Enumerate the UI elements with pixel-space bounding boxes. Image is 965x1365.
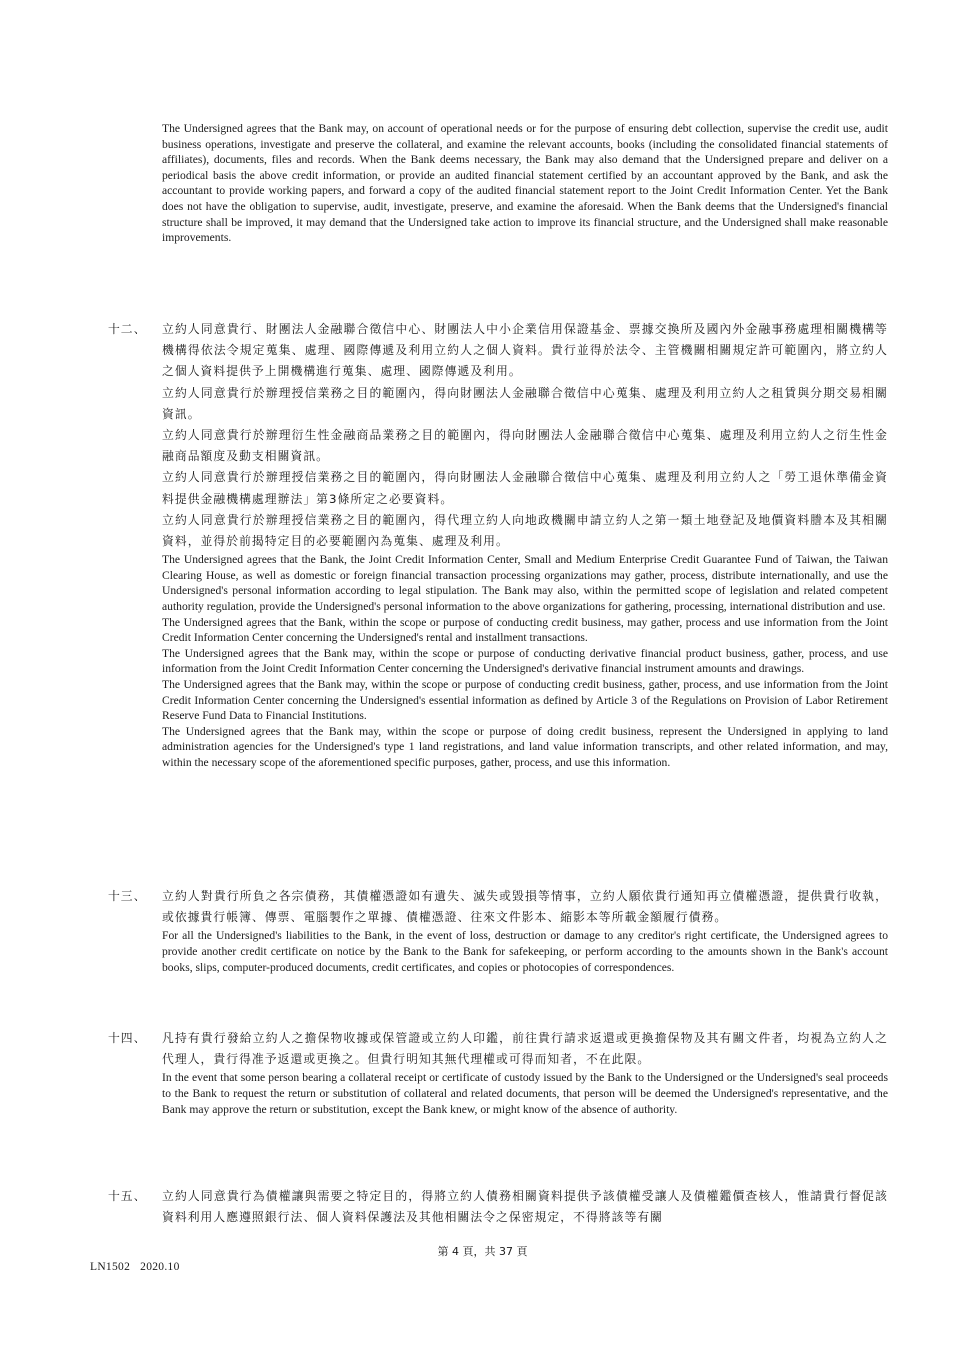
- form-id: LN1502: [90, 1261, 131, 1273]
- clause-14: [108, 1028, 888, 1117]
- english-paragraph: The Undersigned agrees that the Bank, within the scope or purpose of conducting credit business, may gather, process and use information from the Joint Credit Information Center concerning the Undersigned's rental and installment transactions.: [162, 615, 888, 645]
- clause-body: [162, 1186, 888, 1228]
- chinese-paragraph: 立約人對貴行所負之各宗債務，其債權憑證如有遺失、滅失或毀損等情事，立約人願依貴行通知再立債權憑證，提供貴行收執，或依據貴行帳簿、傳票、電腦製作之單據、債權憑證、往來文件影本、縮影本等所載金額履行債務。: [162, 889, 888, 925]
- clause-number: 十二、: [108, 322, 147, 336]
- form-version: 2020.10: [140, 1261, 180, 1273]
- clause-body: [162, 886, 888, 975]
- english-paragraph: The Undersigned agrees that the Bank, the Joint Credit Information Center, Small and Medium Enterprise Credit Guarantee Fund of Taiwan, the Taiwan Clearing House, as well as domestic or foreign financial transaction processing organizations may gather, process, distribute internationally, and use the Undersigned's personal information according to legal stipulation. The Bank may also, within the permitted scope of legislation and related competent authority regulation, provide the Undersigned's personal information to the above organizations for gathering, processing, international distribution and use.: [162, 553, 888, 614]
- clause-15: [108, 1186, 888, 1228]
- clause-12: [108, 319, 888, 771]
- chinese-paragraph: 立約人同意貴行為債權讓與需要之特定目的，得將立約人債務相關資料提供予該債權受讓人及債權鑑價查核人，惟請貴行督促該資料利用人應遵照銀行法、個人資料保護法及其他相關法令之保密規定，不得將該等有關: [162, 1189, 888, 1225]
- english-paragraph: In the event that some person bearing a collateral receipt or certificate of custody issued by the Bank to the Undersigned or the Undersigned's seal proceeds to the Bank to request the return or substitution of collateral and related documents, that person will be deemed the Undersigned's representative, and the Bank may approve the return or substitution, except the Bank knew, or might know of the absence of authority.: [162, 1071, 888, 1116]
- chinese-paragraph: 凡持有貴行發給立約人之擔保物收據或保管證或立約人印鑑，前往貴行請求返還或更換擔保物及其有關文件者，均視為立約人之代理人，貴行得准予返還或更換之。但貴行明知其無代理權或可得而知者，不在此限。: [162, 1031, 888, 1067]
- clause-number: 十四、: [108, 1031, 147, 1045]
- form-code: [90, 1261, 180, 1273]
- intro-english-text: The Undersigned agrees that the Bank may, on account of operational needs or for the purpose of ensuring debt collection, supervise the credit use, audit business operations, investigate and preserve the collateral, and examine the relevant accounts, books (including the consolidated financial statements of affiliates), documents, files and records. When the Bank deems necessary, the Bank may also demand that the Undersigned prepare and deliver on a periodical basis the above credit information, or provide an audited financial statement certified by an accountant approved by the Bank, and ask the accountant to provide working papers, and forward a copy of the audited financial statement report to the Joint Credit Information Center. Yet the Bank does not have the obligation to supervise, audit, investigate, preserve, and examine the aforesaid. When the Bank deems that the Undersigned's financial structure shall be improved, it may demand that the Undersigned take action to improve its financial structure, and the Undersigned shall make reasonable improvements.: [162, 122, 888, 245]
- page-number: 第 4 頁，共 37 頁: [437, 1245, 528, 1258]
- clause-body: [162, 319, 888, 771]
- chinese-paragraph: 立約人同意貴行於辦理授信業務之目的範圍內，得向財團法人金融聯合徵信中心蒐集、處理及利用立約人之租賃與分期交易相關資訊。: [162, 385, 888, 421]
- chinese-paragraph: 立約人同意貴行於辦理授信業務之目的範圍內，得向財團法人金融聯合徵信中心蒐集、處理及利用立約人之「勞工退休準備金資料提供金融機構處理辦法」第3條所定之必要資料。: [162, 470, 888, 506]
- clause-number: 十五、: [108, 1189, 147, 1203]
- clause-number: 十三、: [108, 889, 147, 903]
- english-paragraph: For all the Undersigned's liabilities to the Bank, in the event of loss, destruction or damage to any creditor's right certificate, the Undersigned agrees to provide another credit certificate on notice by the Bank to the Bank for safekeeping, or perform according to the amounts shown in the Bank's account books, slips, computer-produced documents, credit certificates, and copies or photocopies of correspondences.: [162, 929, 888, 974]
- english-paragraph: The Undersigned agrees that the Bank may, within the scope or purpose of doing credit business, represent the Undersigned in applying to land administration agencies for the Undersigned's type 1 land registrations, and land value information transcripts, and other related information, and may, within the necessary scope of the aforementioned specific purposes, gather, process, and use this information.: [162, 724, 888, 769]
- english-paragraph: The Undersigned agrees that the Bank may, within the scope or purpose of conducting credit business, gather, process, and use information from the Joint Credit Information Center concerning the Undersigned's essential information as defined by Article 3 of the Regulations on Provision of Labor Retirement Reserve Fund Data to Financial Institutions.: [162, 677, 888, 723]
- chinese-paragraph: 立約人同意貴行於辦理衍生性金融商品業務之目的範圍內，得向財團法人金融聯合徵信中心蒐集、處理及利用立約人之衍生性金融商品額度及動支相關資訊。: [162, 428, 888, 464]
- clause-body: [162, 1028, 888, 1117]
- chinese-paragraph: 立約人同意貴行、財團法人金融聯合徵信中心、財團法人中小企業信用保證基金、票據交換所及國內外金融事務處理相關機構等機構得依法令規定蒐集、處理、國際傳遞及利用立約人之個人資料。貴行並得於法令、主管機關相關規定許可範圍內，將立約人之個人資料提供予上開機構進行蒐集、處理、國際傳遞及利用。: [162, 322, 888, 379]
- chinese-paragraph: 立約人同意貴行於辦理授信業務之目的範圍內，得代理立約人向地政機關申請立約人之第一類土地登記及地價資料謄本及其相關資料，並得於前揭特定目的必要範圍內為蒐集、處理及利用。: [162, 512, 888, 549]
- intro-paragraph: [162, 121, 888, 246]
- clause-13: [108, 886, 888, 975]
- english-paragraph: The Undersigned agrees that the Bank may, within the scope or purpose of conducting derivative financial product business, gather, process, and use information from the Joint Credit Information Center concerning the Undersigned's derivative financial instrument amounts and drawings.: [162, 646, 888, 676]
